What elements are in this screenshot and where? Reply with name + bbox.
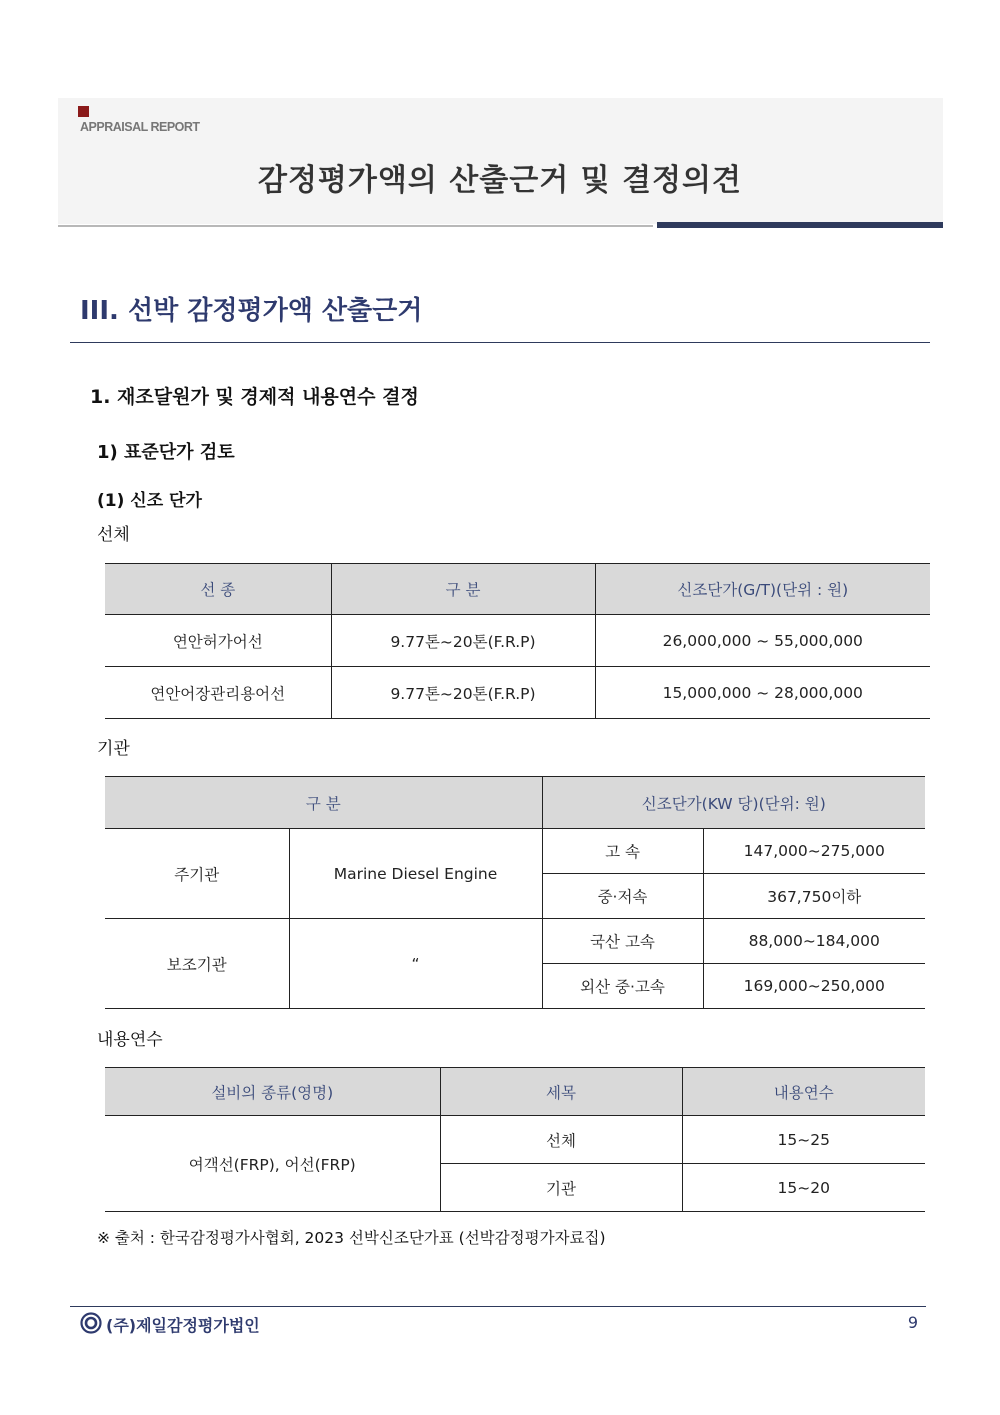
table-cell: 88,000~184,000 <box>703 919 925 964</box>
table-cell: 고 속 <box>542 829 703 874</box>
title-rule-gray <box>58 225 653 227</box>
table-cell: 26,000,000 ~ 55,000,000 <box>595 615 930 667</box>
life-table <box>105 1067 925 1212</box>
life-header-cell: 세목 <box>440 1068 682 1116</box>
heading-2: 1) 표준단가 검토 <box>97 442 235 463</box>
page-title: 감정평가액의 산출근거 및 결정의견 <box>257 163 743 198</box>
life-header-cell: 내용연수 <box>682 1068 925 1116</box>
life-equipment: 여객선(FRP), 어선(FRP) <box>105 1116 440 1212</box>
table-cell: 15~25 <box>682 1116 925 1164</box>
engine-table <box>105 776 925 1009</box>
footer-divider <box>70 1306 926 1307</box>
engine-caption: 기관 <box>97 739 130 759</box>
heading-1: 1. 재조달원가 및 경제적 내용연수 결정 <box>90 386 419 408</box>
engine-header-cell: 구 분 <box>105 777 542 829</box>
hull-caption: 선체 <box>97 525 130 545</box>
table-cell: 9.77톤~20톤(F.R.P) <box>331 667 595 719</box>
page-number: 9 <box>907 1313 918 1332</box>
engine-main-label: 주기관 <box>105 829 289 919</box>
table-row <box>105 1116 925 1164</box>
table-cell: 9.77톤~20톤(F.R.P) <box>331 615 595 667</box>
engine-main-type: Marine Diesel Engine <box>289 829 542 919</box>
life-header-row <box>105 1068 925 1116</box>
title-rule-navy <box>657 222 943 228</box>
table-cell: 선체 <box>440 1116 682 1164</box>
table-cell: 15,000,000 ~ 28,000,000 <box>595 667 930 719</box>
report-label: APPRAISAL REPORT <box>80 120 200 134</box>
hull-header-row <box>105 564 930 615</box>
engine-header-row <box>105 777 925 829</box>
table-row <box>105 667 930 719</box>
table-cell: 기관 <box>440 1164 682 1212</box>
engine-header-cell: 신조단가(KW 당)(단위: 원) <box>542 777 925 829</box>
hull-header-cell: 신조단가(G/T)(단위 : 원) <box>595 564 930 615</box>
hull-header-cell: 구 분 <box>331 564 595 615</box>
engine-aux-type: “ <box>289 919 542 1009</box>
table-cell: 367,750이하 <box>703 874 925 919</box>
hull-header-cell: 선 종 <box>105 564 331 615</box>
table-row <box>105 919 925 964</box>
table-cell: 연안어장관리용어선 <box>105 667 331 719</box>
hull-table <box>105 563 930 719</box>
heading-3: (1) 신조 단가 <box>97 491 202 511</box>
table-cell: 연안허가어선 <box>105 615 331 667</box>
accent-square-icon <box>78 106 89 117</box>
table-cell: 15~20 <box>682 1164 925 1212</box>
table-row <box>105 829 925 874</box>
engine-aux-label: 보조기관 <box>105 919 289 1009</box>
table-cell: 169,000~250,000 <box>703 964 925 1009</box>
life-header-cell: 설비의 종류(영명) <box>105 1068 440 1116</box>
section-divider <box>70 342 930 343</box>
table-cell: 147,000~275,000 <box>703 829 925 874</box>
company-name: (주)제일감정평가법인 <box>106 1316 260 1335</box>
table-cell: 중·저속 <box>542 874 703 919</box>
source-note: ※ 출처 : 한국감정평가사협회, 2023 선박신조단가표 (선박감정평가자료집) <box>97 1229 606 1247</box>
section-title: III. 선박 감정평가액 산출근거 <box>80 296 423 326</box>
life-caption: 내용연수 <box>97 1030 163 1050</box>
table-row <box>105 615 930 667</box>
circle-logo-icon <box>80 1312 102 1334</box>
table-cell: 외산 중·고속 <box>542 964 703 1009</box>
table-cell: 국산 고속 <box>542 919 703 964</box>
